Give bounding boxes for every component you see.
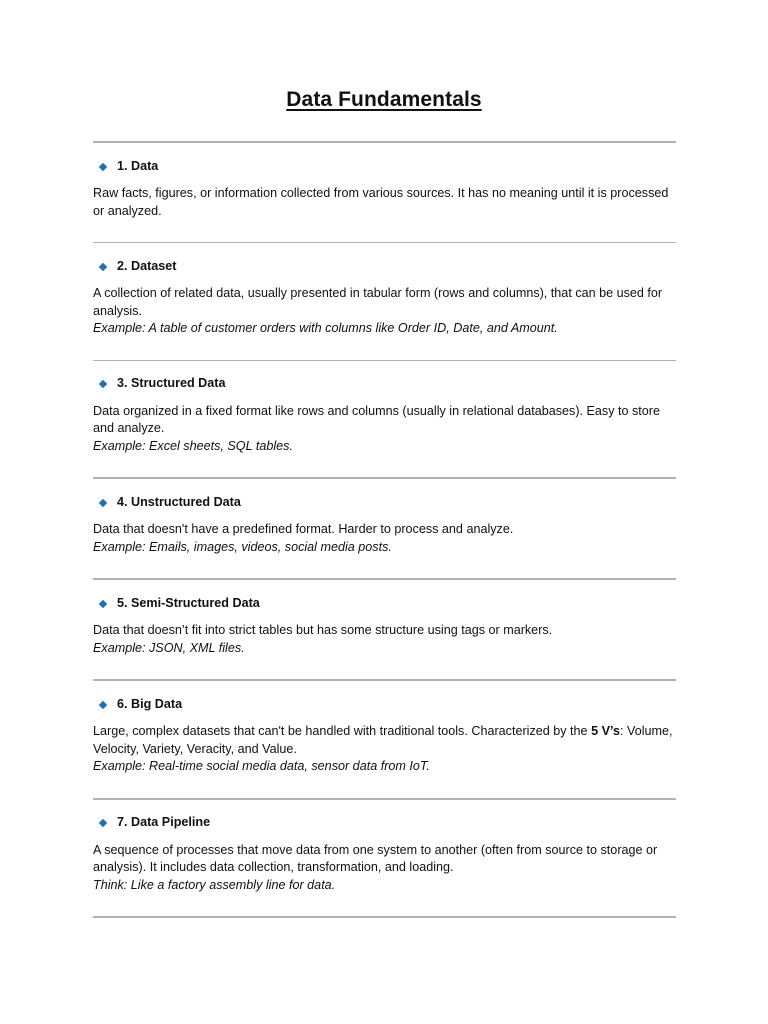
section-heading-text: 6. Big Data <box>117 696 183 711</box>
section-data <box>93 143 676 242</box>
section-structured-data <box>93 361 676 478</box>
section-description: Data that doesn’t fit into strict tables but has some structure using tags or markers. <box>93 623 553 637</box>
section-heading-text: 2. Dataset <box>117 258 177 273</box>
diamond-bullet-icon <box>99 599 107 607</box>
page-title: Data Fundamentals <box>286 88 482 111</box>
section-data-pipeline <box>93 800 676 917</box>
description-text-end: : Volume, Velocity, Variety, Veracity, and Value. <box>93 724 673 756</box>
section-heading-text: 3. Structured Data <box>117 376 226 391</box>
section-semi-structured-data <box>93 580 676 679</box>
section-unstructured-data <box>93 479 676 578</box>
section-heading-text: 4. Unstructured Data <box>117 494 241 509</box>
section-example: Example: Excel sheets, SQL tables. <box>93 438 293 453</box>
diamond-bullet-icon <box>99 700 107 708</box>
section-description: A sequence of processes that move data from one system to another (often from source to storage or analysis). It includes data collection, transformation, and loading. <box>93 842 658 874</box>
section-dataset <box>93 243 676 360</box>
section-example: Example: Emails, images, videos, social media posts. <box>93 539 392 554</box>
section-example: Example: A table of customer orders with columns like Order ID, Date, and Amount. <box>93 321 558 335</box>
diamond-bullet-icon <box>99 262 107 270</box>
diamond-bullet-icon <box>99 498 107 506</box>
section-description <box>93 723 676 758</box>
section-description: A collection of related data, usually presented in tabular form (rows and columns), that can be used for analysis. <box>93 286 663 318</box>
section-heading <box>93 376 676 393</box>
section-example: Think: Like a factory assembly line for data. <box>93 877 336 892</box>
section-heading <box>93 258 676 275</box>
section-heading-text: 5. Semi-Structured Data <box>117 595 260 610</box>
section-description: Raw facts, figures, or information collected from various sources. It has no meaning until it is processed or analyzed. <box>93 186 669 218</box>
section-example: Example: Real-time social media data, sensor data from IoT. <box>93 759 430 773</box>
section-heading <box>93 595 676 612</box>
section-heading <box>93 494 676 511</box>
section-heading-text: 1. Data <box>117 158 159 173</box>
diamond-bullet-icon <box>99 819 107 827</box>
description-text-start: Large, complex datasets that can't be handled with traditional tools. Characterized by the <box>93 724 592 738</box>
section-list <box>93 141 676 918</box>
section-big-data <box>93 681 676 798</box>
description-emphasis: 5 V’s <box>591 724 621 738</box>
section-heading <box>93 696 676 713</box>
section-example: Example: JSON, XML files. <box>93 640 245 655</box>
section-heading <box>93 815 676 832</box>
section-description: Data that doesn't have a predefined format. Harder to process and analyze. <box>93 522 514 536</box>
diamond-bullet-icon <box>99 162 107 170</box>
diamond-bullet-icon <box>99 380 107 388</box>
section-heading <box>93 158 676 175</box>
divider <box>93 916 676 918</box>
section-heading-text: 7. Data Pipeline <box>117 815 211 830</box>
section-description: Data organized in a fixed format like rows and columns (usually in relational databases). Easy to store and analyze. <box>93 403 661 435</box>
